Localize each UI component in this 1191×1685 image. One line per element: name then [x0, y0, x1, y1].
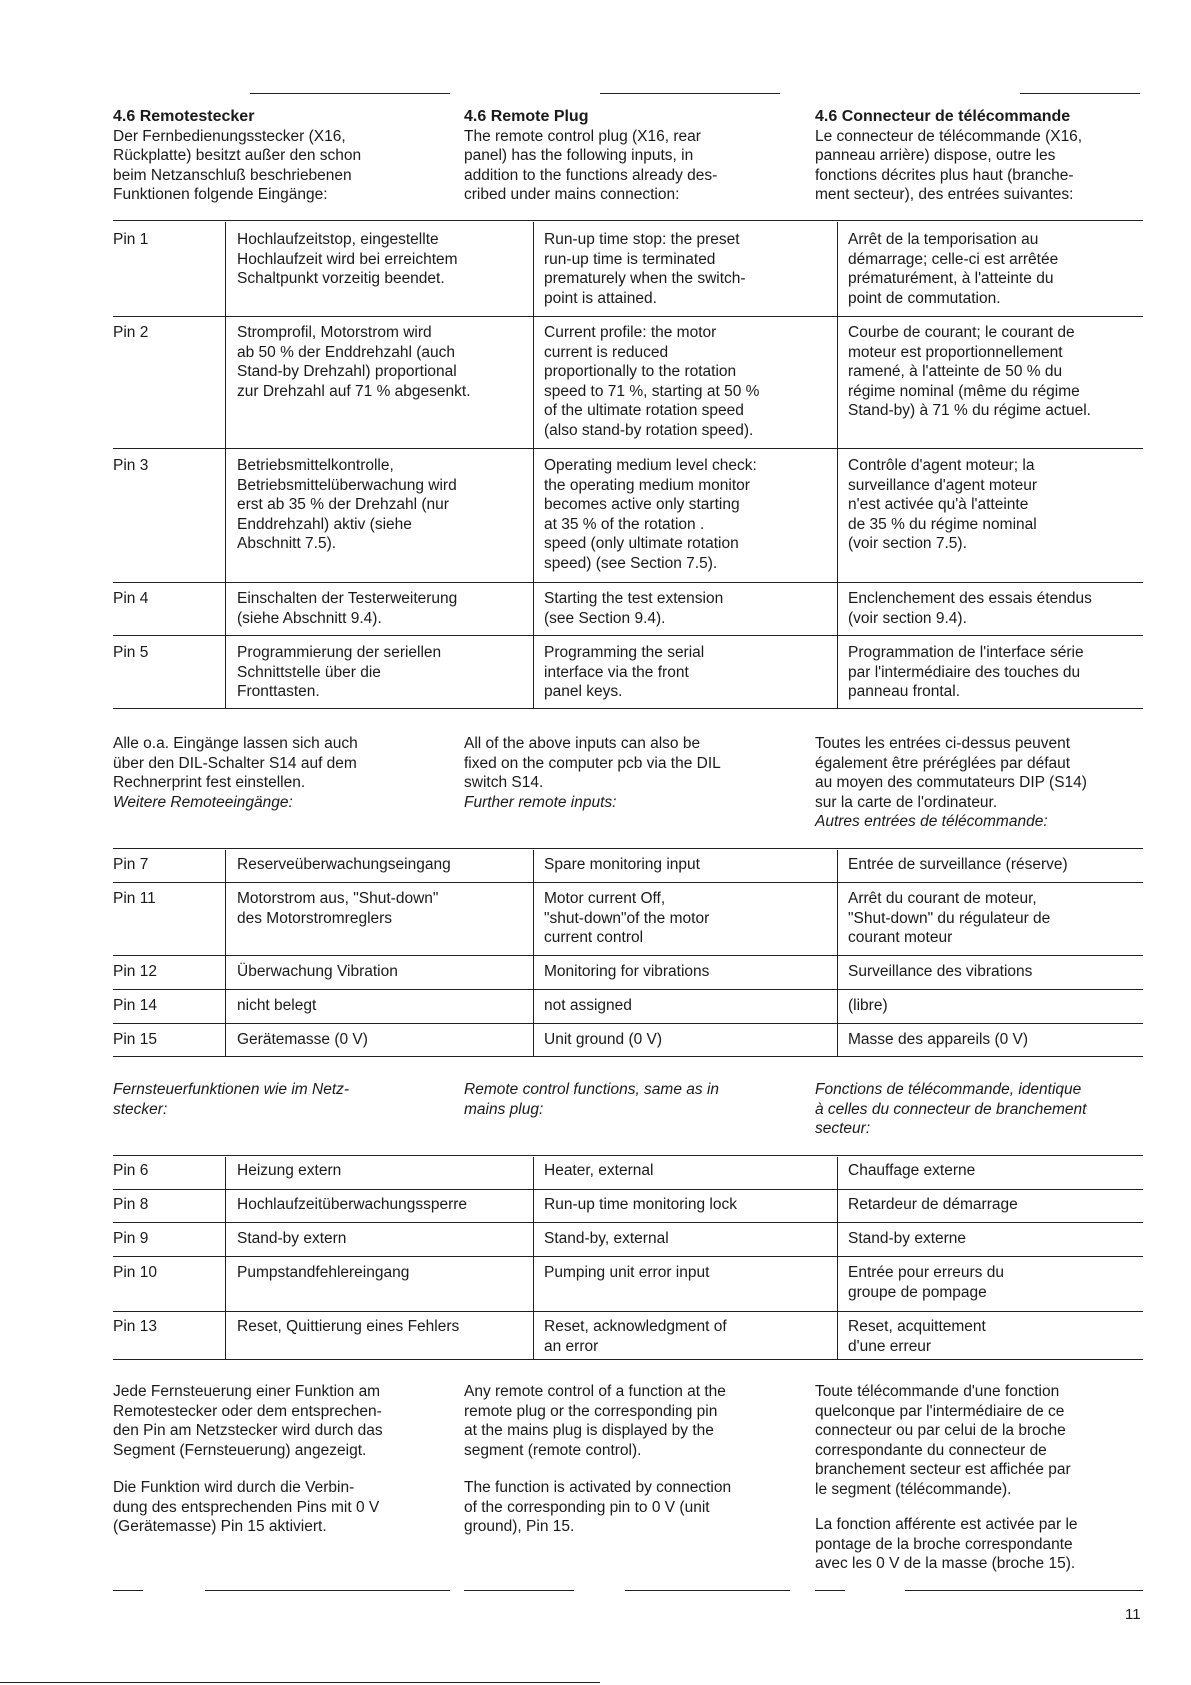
- intro-text-en: The remote control plug (X16, rear panel) has the following inputs, in addition to the functions already des- cribed under mains connection:: [464, 127, 718, 203]
- table-cell-fr: Arrêt de la temporisation au démarrage; celle-ci est arrêtée prématurément, à l'atteinte du point de commutation.: [848, 231, 1059, 307]
- page-number: 11: [1125, 1606, 1141, 1623]
- top-rule: [1020, 93, 1140, 94]
- table-row-pin: Pin 8: [113, 1196, 149, 1213]
- row-rule: [113, 1256, 1143, 1257]
- column-divider: [837, 1157, 838, 1359]
- table-cell-en: Run-up time monitoring lock: [544, 1196, 737, 1213]
- table-cell-de: Hochlaufzeitüberwachungssperre: [237, 1196, 468, 1213]
- bottom-p1-fr: Toute télécommande d'une fonction quelconque par l'intermédiaire de ce connecteur ou par celui de la broche correspondante du connecteur de branchement secteur est affichée par le segment (télécommande).: [815, 1383, 1071, 1498]
- table-cell-de: Gerätemasse (0 V): [237, 1031, 368, 1048]
- table-cell-de: Pumpstandfehlereingang: [237, 1264, 410, 1281]
- intro-fr: [815, 107, 1145, 205]
- table-cell-en: Programming the serial interface via the front panel keys.: [544, 644, 705, 700]
- table-cell-fr: Entrée pour erreurs du groupe de pompage: [848, 1264, 1004, 1301]
- row-rule: [113, 989, 1143, 990]
- table-cell-de: Einschalten der Testerweiterung (siehe Abschnitt 9.4).: [237, 590, 458, 627]
- row-rule: [113, 708, 1143, 709]
- top-rule: [600, 93, 780, 94]
- table-rule: [113, 1155, 1143, 1156]
- table-cell-de: nicht belegt: [237, 997, 317, 1014]
- mid-en: [464, 734, 804, 812]
- table-row-pin: Pin 2: [113, 324, 149, 341]
- table-cell-en: Unit ground (0 V): [544, 1031, 663, 1048]
- bottom-p2-fr: La fonction afférente est activée par le pontage de la broche correspondante avec les 0 V de la masse (broche 15).: [815, 1516, 1078, 1572]
- row-rule: [113, 316, 1143, 317]
- table-cell-en: Heater, external: [544, 1162, 654, 1179]
- mid-fr: [815, 734, 1145, 832]
- row-rule: [113, 1222, 1143, 1223]
- mid-text-en: All of the above inputs can also be fixed on the computer pcb via the DIL switch S14.: [464, 735, 721, 791]
- remote-note-de: Fernsteuerfunktionen wie im Netz- stecker:: [113, 1081, 350, 1118]
- table-cell-de: Betriebsmittelkontrolle, Betriebsmittelüberwachung wird erst ab 35 % der Drehzahl (nur Enddrehzahl) aktiv (siehe Abschnitt 7.5).: [237, 457, 457, 552]
- mid-italic-en: Further remote inputs:: [464, 793, 617, 811]
- row-rule: [113, 1311, 1143, 1312]
- table-cell-en: Operating medium level check: the operating medium monitor becomes active only starting at 35 % of the rotation . speed (only ultimate rotation speed) (see Section 7.5).: [544, 457, 757, 572]
- table-cell-de: Motorstrom aus, "Shut-down" des Motorstromreglers: [237, 890, 439, 927]
- table-cell-fr: Entrée de surveillance (réserve): [848, 856, 1068, 873]
- bottom-rule: [113, 1590, 143, 1591]
- row-rule: [113, 1189, 1143, 1190]
- table-cell-en: Stand-by, external: [544, 1230, 669, 1247]
- table-cell-fr: Enclenchement des essais étendus (voir section 9.4).: [848, 590, 1092, 627]
- row-rule: [113, 1056, 1143, 1057]
- column-divider: [533, 1157, 534, 1359]
- table-cell-en: Starting the test extension (see Section 9.4).: [544, 590, 724, 627]
- table-row-pin: Pin 5: [113, 644, 149, 661]
- remote-note-fr: Fonctions de télécommande, identique à celles du connecteur de branchement secteur:: [815, 1081, 1087, 1137]
- table-rule: [113, 848, 1143, 849]
- bottom-rule: [625, 1590, 790, 1591]
- column-divider: [225, 1157, 226, 1359]
- table-cell-fr: Reset, acquittement d'une erreur: [848, 1318, 986, 1355]
- section-heading-fr: 4.6 Connecteur de télécommande: [815, 108, 1071, 125]
- table-cell-fr: Contrôle d'agent moteur; la surveillance d'agent moteur n'est activée qu'à l'atteinte de 35 % du régime nominal (voir section 7.5).: [848, 457, 1038, 552]
- bottom-en: [464, 1382, 804, 1537]
- bottom-fr: [815, 1382, 1145, 1574]
- row-rule: [113, 1359, 1143, 1360]
- table-row-pin: Pin 10: [113, 1264, 157, 1281]
- row-rule: [113, 955, 1143, 956]
- table-cell-fr: Programmation de l'interface série par l'intermédiaire des touches du panneau frontal.: [848, 644, 1084, 700]
- mid-italic-de: Weitere Remoteeingänge:: [113, 793, 293, 811]
- bottom-rule: [205, 1590, 450, 1591]
- table-cell-en: Current profile: the motor current is reduced proportionally to the rotation speed to 71 %, starting at 50 % of the ultimate rotation speed (also stand-by rotation speed).: [544, 324, 760, 439]
- row-rule: [113, 448, 1143, 449]
- table-rule: [113, 220, 1143, 221]
- table-cell-en: Spare monitoring input: [544, 856, 700, 873]
- row-rule: [113, 1023, 1143, 1024]
- table-row-pin: Pin 3: [113, 457, 149, 474]
- table-cell-de: Reserveüberwachungseingang: [237, 856, 451, 873]
- section-heading-de: 4.6 Remotestecker: [113, 108, 255, 125]
- bottom-rule: [815, 1590, 845, 1591]
- bottom-p1-de: Jede Fernsteuerung einer Funktion am Remotestecker oder dem entsprechen- den Pin am Netzstecker wird durch das Segment (Fernsteuerung) angezeigt.: [113, 1383, 383, 1459]
- table-cell-de: Stromprofil, Motorstrom wird ab 50 % der Enddrehzahl (auch Stand-by Drehzahl) proportional zur Drehzahl auf 71 % abgesenkt.: [237, 324, 471, 400]
- row-rule: [113, 882, 1143, 883]
- table-cell-en: not assigned: [544, 997, 632, 1014]
- bottom-p1-en: Any remote control of a function at the remote plug or the corresponding pin at the mains plug is displayed by the segment (remote control).: [464, 1383, 726, 1459]
- section-heading-en: 4.6 Remote Plug: [464, 108, 589, 125]
- table-row-pin: Pin 12: [113, 963, 157, 980]
- table-cell-fr: Arrêt du courant de moteur, "Shut-down" du régulateur de courant moteur: [848, 890, 1051, 946]
- table-row-pin: Pin 6: [113, 1162, 149, 1179]
- mid-text-fr: Toutes les entrées ci-dessus peuvent également être préréglées par défaut au moyen des commutateurs DIP (S14) sur la carte de l'ordinateur.: [815, 735, 1087, 811]
- column-divider: [225, 850, 226, 1056]
- table-cell-fr: Stand-by externe: [848, 1230, 967, 1247]
- table-row-pin: Pin 4: [113, 590, 149, 607]
- table-cell-en: Pumping unit error input: [544, 1264, 710, 1281]
- table-cell-fr: Courbe de courant; le courant de moteur est proportionnellement ramené, à l'atteinte de 50 % du régime nominal (même du régime Stand-by) à 71 % du régime actuel.: [848, 324, 1091, 419]
- table-cell-de: Stand-by extern: [237, 1230, 347, 1247]
- column-divider: [837, 850, 838, 1056]
- table-cell-en: Monitoring for vibrations: [544, 963, 710, 980]
- scan-edge: [0, 1682, 600, 1683]
- table-row-pin: Pin 13: [113, 1318, 157, 1335]
- bottom-rule: [464, 1590, 574, 1591]
- intro-de: [113, 107, 448, 205]
- table-row-pin: Pin 11: [113, 890, 156, 907]
- mid-text-de: Alle o.a. Eingänge lassen sich auch über den DIL-Schalter S14 auf dem Rechnerprint fest einstellen.: [113, 735, 358, 791]
- table-row-pin: Pin 1: [113, 231, 149, 248]
- table-cell-fr: Masse des appareils (0 V): [848, 1031, 1029, 1048]
- table-cell-de: Hochlaufzeitstop, eingestellte Hochlaufzeit wird bei erreichtem Schaltpunkt vorzeitig beendet.: [237, 231, 458, 287]
- mid-de: [113, 734, 448, 812]
- table-cell-de: Überwachung Vibration: [237, 963, 398, 980]
- column-divider: [533, 850, 534, 1056]
- table-cell-en: Run-up time stop: the preset run-up time is terminated prematurely when the switch- point is attained.: [544, 231, 746, 307]
- bottom-p2-en: The function is activated by connection of the corresponding pin to 0 V (unit ground), Pin 15.: [464, 1479, 732, 1535]
- table-cell-de: Programmierung der seriellen Schnittstelle über die Fronttasten.: [237, 644, 442, 700]
- table-cell-en: Motor current Off, "shut-down"of the motor current control: [544, 890, 710, 946]
- intro-text-de: Der Fernbedienungsstecker (X16, Rückplatte) besitzt außer den schon beim Netzanschluß beschriebenen Funktionen folgende Eingänge:: [113, 127, 362, 203]
- bottom-rule: [905, 1590, 1143, 1591]
- table-cell-fr: Chauffage externe: [848, 1162, 976, 1179]
- table-cell-fr: Surveillance des vibrations: [848, 963, 1033, 980]
- table-cell-en: Reset, acknowledgment of an error: [544, 1318, 727, 1355]
- table-row-pin: Pin 15: [113, 1031, 157, 1048]
- row-rule: [113, 582, 1143, 583]
- remote-note-en: Remote control functions, same as in mains plug:: [464, 1081, 720, 1118]
- row-rule: [113, 635, 1143, 636]
- intro-text-fr: Le connecteur de télécommande (X16, panneau arrière) dispose, outre les fonctions décrites plus haut (branche- ment secteur), des entrées suivantes:: [815, 127, 1083, 203]
- table-cell-de: Heizung extern: [237, 1162, 342, 1179]
- top-rule: [250, 93, 450, 94]
- table-row-pin: Pin 7: [113, 856, 149, 873]
- table-cell-fr: (libre): [848, 997, 888, 1014]
- table-row-pin: Pin 14: [113, 997, 157, 1014]
- table-cell-de: Reset, Quittierung eines Fehlers: [237, 1318, 460, 1335]
- bottom-de: [113, 1382, 448, 1537]
- table-cell-fr: Retardeur de démarrage: [848, 1196, 1018, 1213]
- table-row-pin: Pin 9: [113, 1230, 149, 1247]
- intro-en: [464, 107, 804, 205]
- bottom-p2-de: Die Funktion wird durch die Verbin- dung des entsprechenden Pins mit 0 V (Gerätemasse) Pin 15 aktiviert.: [113, 1479, 380, 1535]
- mid-italic-fr: Autres entrées de télécommande:: [815, 813, 1048, 830]
